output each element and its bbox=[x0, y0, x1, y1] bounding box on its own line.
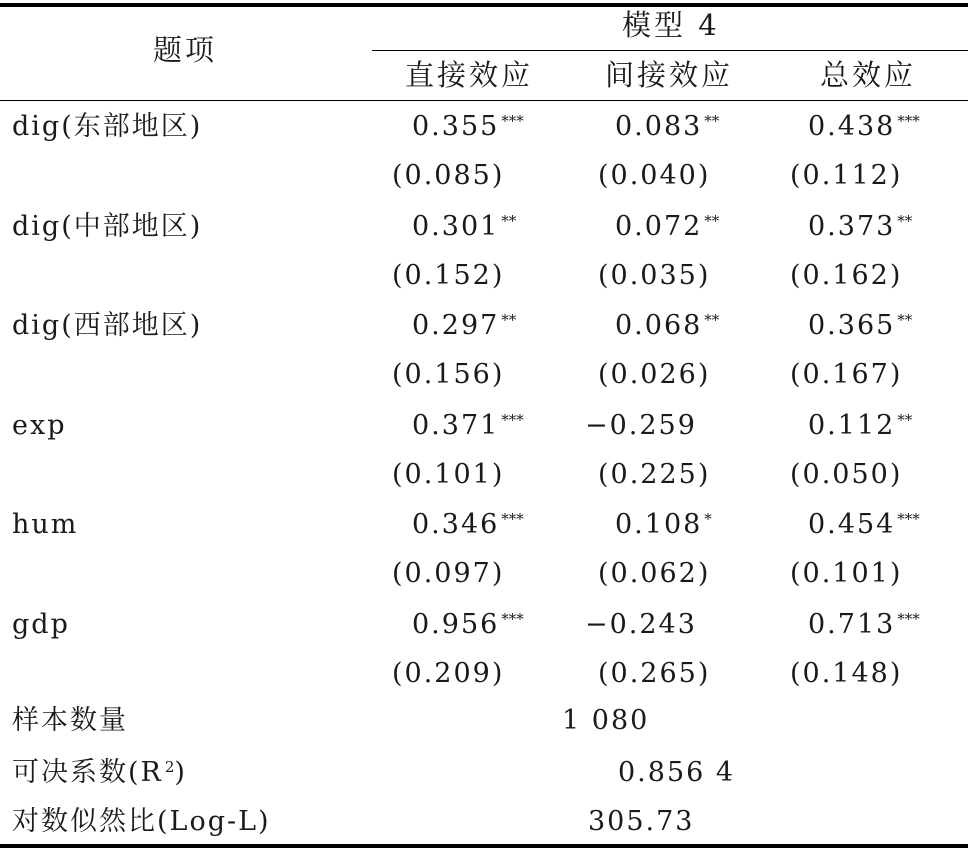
significance-stars: ** bbox=[704, 212, 720, 230]
significance-stars: *** bbox=[897, 510, 920, 528]
coef-value: 0.346 bbox=[412, 509, 500, 540]
coef-cell bbox=[585, 609, 697, 641]
std-error-cell: (0.062) bbox=[598, 558, 711, 589]
header-model-label: 模型 4 bbox=[622, 8, 720, 42]
coef-cell bbox=[412, 410, 524, 442]
std-error-cell: (0.035) bbox=[598, 260, 711, 291]
coef-value: 0.371 bbox=[412, 410, 500, 441]
row-label: dig(东部地区) bbox=[12, 111, 203, 142]
significance-stars: ** bbox=[704, 112, 720, 130]
coef-cell bbox=[412, 310, 516, 342]
coef-value: 0.301 bbox=[412, 211, 500, 242]
significance-stars: *** bbox=[897, 112, 920, 130]
std-error-cell: (0.085) bbox=[392, 160, 505, 191]
coef-value: 0.108 bbox=[615, 509, 703, 540]
std-error-cell: (0.167) bbox=[790, 359, 903, 390]
std-error-cell: (0.101) bbox=[392, 459, 505, 490]
coef-value: 0.068 bbox=[615, 310, 703, 341]
bottom-rule bbox=[0, 844, 968, 848]
coef-value: −0.243 bbox=[585, 609, 697, 640]
coef-cell bbox=[412, 609, 524, 641]
header-item-label: 题项 bbox=[153, 33, 218, 67]
coef-cell bbox=[585, 410, 697, 442]
stat-label-log-likelihood: 对数似然比(Log-L) bbox=[12, 806, 271, 837]
coef-cell bbox=[808, 609, 920, 641]
coef-value: 0.454 bbox=[808, 509, 896, 540]
row-label: dig(西部地区) bbox=[12, 310, 203, 341]
row-label: hum bbox=[12, 509, 79, 540]
coef-value: 0.365 bbox=[808, 310, 896, 341]
coef-value: 0.083 bbox=[615, 111, 703, 142]
significance-stars: *** bbox=[501, 510, 524, 528]
std-error-cell: (0.026) bbox=[598, 359, 711, 390]
stat-label-sample-size: 样本数量 bbox=[12, 705, 128, 736]
std-error-cell: (0.101) bbox=[790, 558, 903, 589]
std-error-cell: (0.040) bbox=[598, 160, 711, 191]
coef-value: 0.713 bbox=[808, 609, 896, 640]
significance-stars: ** bbox=[897, 212, 913, 230]
coef-cell bbox=[808, 310, 912, 342]
std-error-cell: (0.265) bbox=[598, 658, 711, 689]
significance-stars: ** bbox=[897, 311, 913, 329]
coef-cell bbox=[615, 509, 712, 541]
header-total-effect: 总效应 bbox=[820, 58, 917, 92]
coef-cell bbox=[412, 111, 524, 143]
header-direct-effect: 直接效应 bbox=[405, 58, 534, 92]
std-error-cell: (0.156) bbox=[392, 359, 505, 390]
row-label: exp bbox=[12, 410, 67, 441]
significance-stars: ** bbox=[501, 212, 517, 230]
std-error-cell: (0.112) bbox=[790, 160, 903, 191]
header-bottom-rule bbox=[0, 100, 968, 101]
std-error-cell: (0.050) bbox=[790, 459, 903, 490]
stat-value-log-likelihood: 305.73 bbox=[588, 806, 695, 837]
coef-cell bbox=[808, 509, 920, 541]
coef-cell bbox=[808, 410, 912, 442]
stat-value-r-squared: 0.856 4 bbox=[618, 757, 736, 788]
significance-stars: *** bbox=[501, 610, 524, 628]
coef-cell bbox=[412, 509, 524, 541]
coef-value: 0.072 bbox=[615, 211, 703, 242]
std-error-cell: (0.152) bbox=[392, 260, 505, 291]
std-error-cell: (0.225) bbox=[598, 459, 711, 490]
coef-value: 0.438 bbox=[808, 111, 896, 142]
significance-stars: *** bbox=[897, 610, 920, 628]
coef-value: 0.112 bbox=[808, 410, 896, 441]
model-underline bbox=[372, 50, 968, 51]
significance-stars: * bbox=[704, 510, 712, 528]
std-error-cell: (0.162) bbox=[790, 260, 903, 291]
significance-stars: ** bbox=[897, 411, 913, 429]
std-error-cell: (0.209) bbox=[392, 658, 505, 689]
coef-value: −0.259 bbox=[585, 410, 697, 441]
coef-value: 0.297 bbox=[412, 310, 500, 341]
std-error-cell: (0.097) bbox=[392, 558, 505, 589]
header-indirect-effect: 间接效应 bbox=[605, 58, 734, 92]
significance-stars: *** bbox=[501, 411, 524, 429]
coef-cell bbox=[615, 111, 719, 143]
coef-cell bbox=[615, 310, 719, 342]
significance-stars: ** bbox=[704, 311, 720, 329]
top-rule bbox=[0, 3, 968, 7]
r-squared-label-close: ) bbox=[174, 757, 187, 788]
r-squared-label-text: 可决系数(R bbox=[12, 757, 163, 788]
significance-stars: ** bbox=[501, 311, 517, 329]
coef-cell bbox=[808, 211, 912, 243]
stat-label-r-squared bbox=[12, 757, 187, 789]
coef-value: 0.373 bbox=[808, 211, 896, 242]
stat-value-sample-size: 1 080 bbox=[562, 705, 650, 736]
coef-value: 0.956 bbox=[412, 609, 500, 640]
row-label: gdp bbox=[12, 609, 70, 640]
coef-value: 0.355 bbox=[412, 111, 500, 142]
std-error-cell: (0.148) bbox=[790, 658, 903, 689]
coef-cell bbox=[615, 211, 719, 243]
r-squared-superscript: 2 bbox=[164, 758, 175, 776]
row-label: dig(中部地区) bbox=[12, 211, 203, 242]
coef-cell bbox=[808, 111, 920, 143]
significance-stars: *** bbox=[501, 112, 524, 130]
coef-cell bbox=[412, 211, 516, 243]
